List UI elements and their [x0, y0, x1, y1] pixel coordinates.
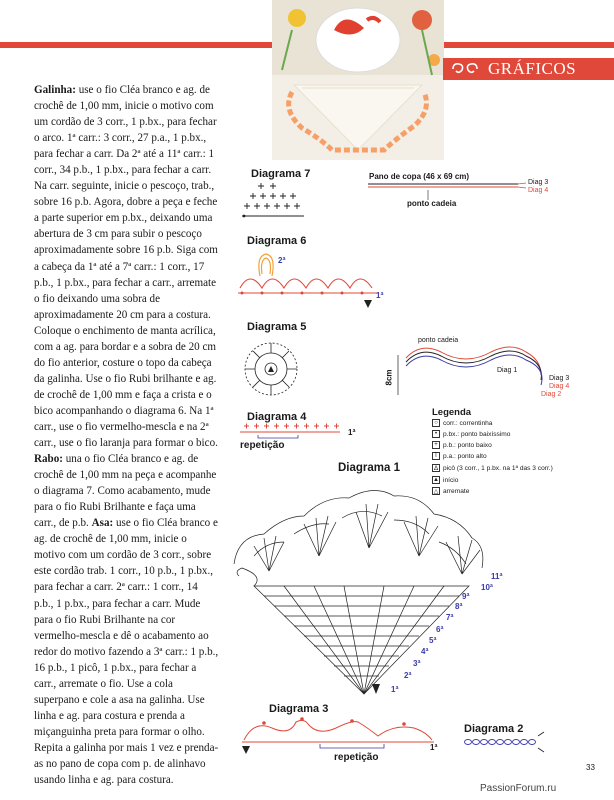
diagram-7: [236, 182, 316, 222]
row-7: 7ª: [446, 613, 454, 622]
curve-diag2: Diag 2: [541, 391, 562, 398]
d6-row2: 2ª: [278, 256, 286, 265]
curve-diag4: Diag 4: [549, 383, 570, 390]
d3-row1: 1ª: [430, 743, 438, 752]
header-rule-right: [440, 42, 614, 48]
legend-item-single: + p.b.: ponto baixo: [432, 441, 492, 449]
legend-item-end: △ arremate: [433, 487, 470, 495]
diagram-6: [232, 248, 392, 314]
diagram-1-title: Diagrama 1: [338, 462, 401, 474]
row-9: 9ª: [462, 592, 470, 601]
diagram-3-title: Diagrama 3: [269, 703, 329, 715]
legend-item-chain: ○ corr.: correntinha: [432, 419, 492, 427]
row-10: 10ª: [481, 583, 493, 592]
slip-stitch-symbol: •: [432, 430, 440, 438]
pano-diag4: Diag 4: [528, 187, 549, 194]
diagram-4: [236, 420, 356, 440]
row-8: 8ª: [455, 602, 463, 611]
diagram-1: [224, 476, 504, 706]
row-5: 5ª: [429, 636, 437, 645]
diagram-7-title: Diagrama 7: [251, 168, 311, 180]
diagram-4-title: Diagrama 4: [247, 411, 307, 423]
diagram-6-title: Diagrama 6: [247, 235, 307, 247]
start-symbol: ▲: [433, 477, 439, 483]
instructions-text: [34, 82, 219, 788]
diagram-3: [234, 714, 444, 754]
row-1: 1ª: [391, 685, 399, 694]
height-8cm: 8cm: [384, 369, 394, 386]
galinha-heading: Galinha:: [34, 84, 76, 96]
d4-row1: 1ª: [348, 428, 356, 437]
d6-row1: 1ª: [376, 291, 384, 300]
end-symbol: △: [433, 488, 439, 495]
curve-diag3: Diag 3: [549, 375, 570, 382]
pano-diag3: Diag 3: [528, 179, 549, 186]
diagram-5-title: Diagrama 5: [247, 321, 307, 333]
chain-symbol: ○: [432, 419, 440, 427]
diagram-2: [458, 732, 558, 752]
diagram-2-title: Diagrama 2: [464, 723, 524, 735]
ponto-cadeia-label: ponto cadeia: [407, 199, 457, 208]
section-title: GRÁFICOS: [488, 59, 577, 78]
d4-repeat-label: repetição: [240, 440, 285, 451]
row-2: 2ª: [404, 671, 412, 680]
section-scroll-icon: [450, 61, 480, 77]
double-crochet-symbol: T: [432, 452, 440, 460]
row-6: 6ª: [436, 625, 444, 634]
diagram-5: [236, 334, 306, 404]
header-rule-left: [0, 42, 275, 48]
pano-diagram: [368, 180, 548, 210]
galinha-text: use o fio Cléa branco e ag. de crochê de 1,00 mm, inicie o motivo com um cordão de 3 corr., 1 p.bx., para fechar o arco. 1ª carr.: 3 corr., 27 p.a., 1 p.bx., para fechar a carr. Da 2ª até a 11ª carr.: 1 corr., 34 p.b., 1 p.bx., para fechar a carr. Na carr. seguinte, inicie o pescoço, trab., sobre 16 p.b. Agora, dobre a peça e feche a parte superior em p.bx., deixando uma abertura de 3 cm para subir o pescoço aproximadamente sobre 16 p.b. Siga com a cabeça da 1ª até a 7ª carr.: 1 corr., 17 p.b., 1 p.bx., para fechar a carr., arremate o fio deixando uma sobra de aproximadamente 20 cm para a costura. Coloque o enchimento de manta acrílica, com a ag. para bordar e a sobra de 20 cm do fio anterior, costure o topo da cabeça da galinha. Use o fio Rubi brilhante e ag. de crochê de 1,00 mm e faça a crista e o bico acompanhando o diagrama 6. Na 1ª carr., use o fio vermelho-mescla e na 2ª carr., use o fio laranja para formar o bico.: [34, 84, 218, 450]
single-crochet-symbol: +: [432, 441, 440, 449]
legend-title: Legenda: [432, 407, 472, 418]
watermark: PassionForum.ru: [480, 783, 557, 794]
legend-item-slip: • p.bx.: ponto baixíssimo: [432, 430, 510, 438]
row-3: 3ª: [413, 659, 421, 668]
legend-item-start: ▲ início: [433, 476, 459, 484]
rabo-heading: Rabo:: [34, 453, 63, 466]
rabo-text: una o fio Cléa branco e ag. de crochê de 1,00 mm na peça e acompanhe o diagrama 7. Como acabamento, mude para o fio Rubi Brilhante e faça uma carr., de p.b.: [34, 453, 217, 530]
asa-text: use o fio Cléa branco e ag. de crochê de 1,00 mm, inicie o motivo com um cordão de 3 corr., sobre este cordão trab. 1 corr., 10 p.b., 1 p.bx., para fechar a carr. 2ª carr.: 1 corr., 14 p.b., 1 p.bx., para fechar a carr. Mude para o fio Rubi Brilhante na cor vermelho-mescla e dê o acabamento ao redor do motivo fazendo a 3ª carr.: 1 p.b., 16 p.b., 1 picô, 1 p.bx., para fechar a carr., arremate o fio. Use a cola superpano e cole a asa na galinha. Use linha e ag. para costura e prenda a miçanguinha preta para formar o olho. Repita a galinha por mais 1 vez e prenda-as no pano de copa com p. de alinhavo usando linha e ag. para costura.: [34, 517, 219, 787]
legend-item-picot: ᐃ picô (3 corr., 1 p.bx. na 1ª das 3 corr.): [433, 464, 553, 472]
asa-heading: Asa:: [91, 517, 114, 530]
page-number: 33: [586, 763, 595, 772]
row-4: 4ª: [421, 647, 429, 656]
legend-item-double: T p.a.: ponto alto: [432, 452, 487, 460]
curve-diag1: Diag 1: [497, 367, 518, 374]
hen-photo: [272, 0, 444, 160]
pano-title: Pano de copa (46 x 69 cm): [369, 172, 470, 181]
d3-repeat-label: repetição: [334, 752, 379, 763]
row-11: 11ª: [491, 572, 503, 581]
ponto-cadeia-small: ponto cadeia: [418, 337, 459, 344]
picot-symbol: ᐃ: [433, 465, 439, 472]
